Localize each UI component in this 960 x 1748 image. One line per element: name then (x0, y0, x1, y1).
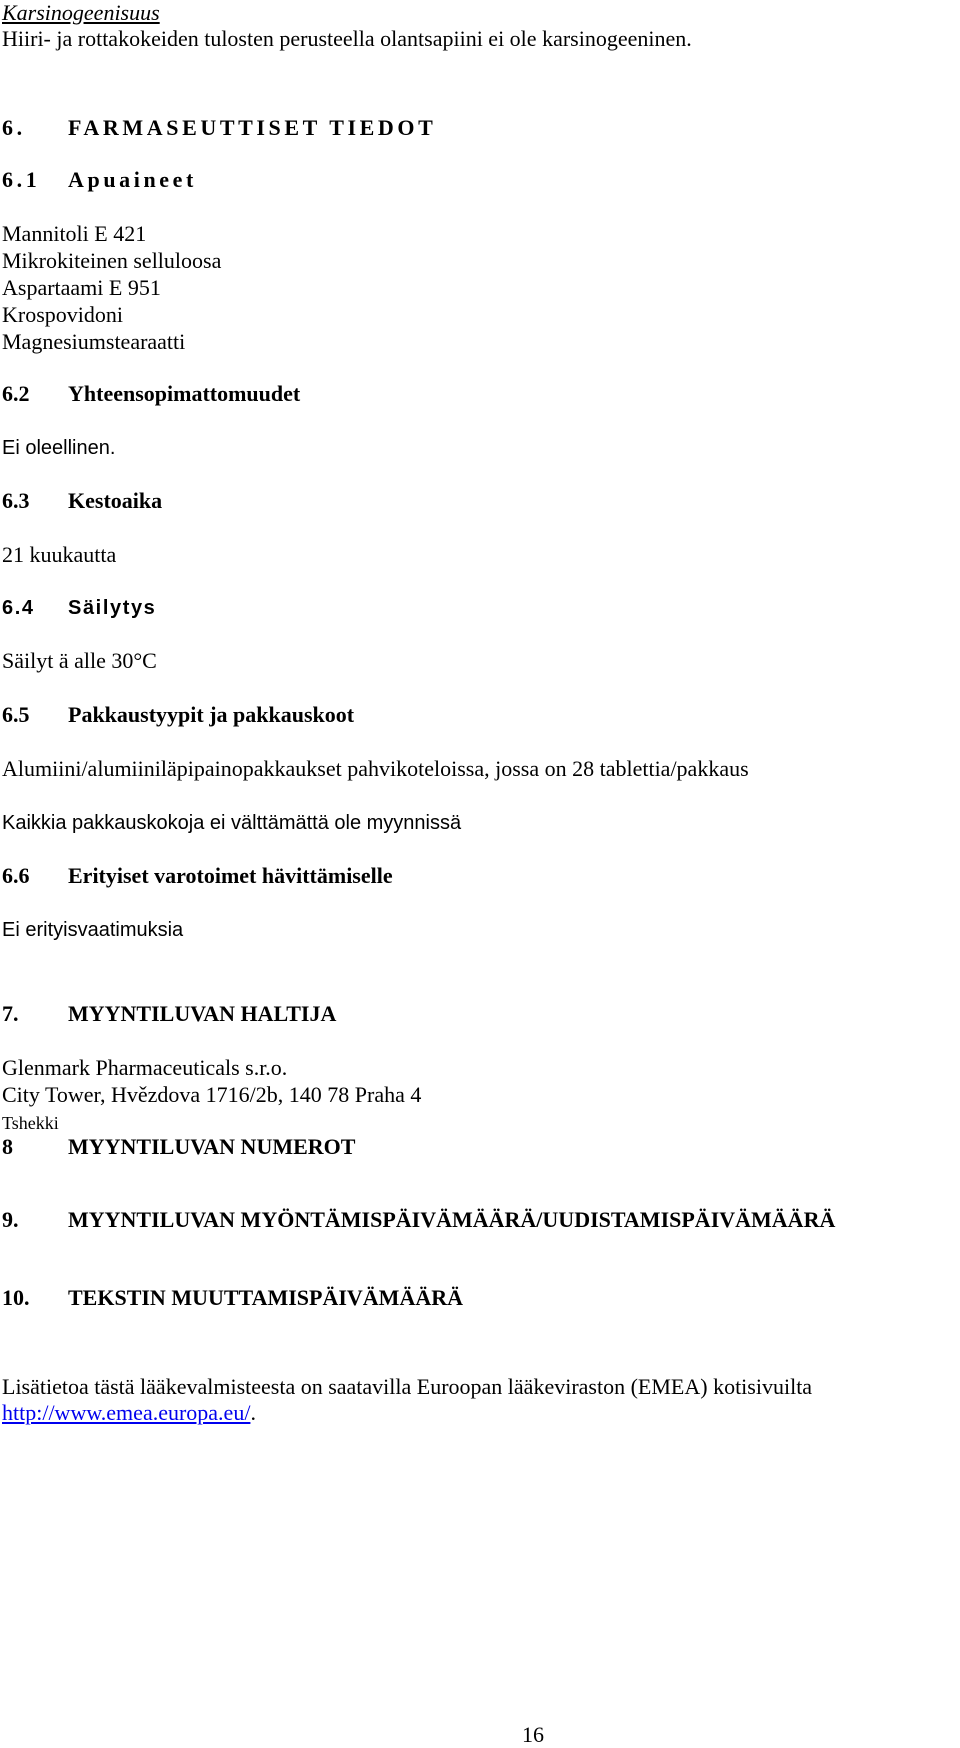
section-9-heading (2, 1207, 835, 1233)
section-6-1-heading (2, 167, 197, 193)
section-number: 6. (2, 115, 26, 140)
excipient-item: Mannitoli E 421 (2, 221, 147, 246)
section-number: 6.1 (2, 167, 41, 192)
section-number: 6.2 (2, 381, 30, 406)
section-title: Kestoaika (68, 488, 163, 513)
section-number: 7. (2, 1001, 19, 1026)
emea-link[interactable]: http://www.emea.europa.eu/ (2, 1400, 251, 1425)
section-title: Erityiset varotoimet hävittämiselle (68, 863, 393, 888)
excipient-item: Aspartaami E 951 (2, 275, 161, 300)
section-6-4-text: Säilyt ä alle 30°C (2, 648, 157, 673)
mah-company: Glenmark Pharmaceuticals s.r.o. (2, 1055, 288, 1080)
section-6-heading (2, 115, 436, 141)
section-number: 6.3 (2, 488, 30, 513)
carcinogenicity-text: Hiiri- ja rottakokeiden tulosten perusteella olantsapiini ei ole karsinogeeninen. (2, 26, 692, 51)
section-number: 6.5 (2, 702, 30, 727)
section-number: 6.4 (2, 597, 35, 619)
section-title: MYYNTILUVAN MYÖNTÄMISPÄIVÄMÄÄRÄ/UUDISTAMISPÄIVÄMÄÄRÄ (68, 1207, 836, 1232)
section-10-heading (2, 1285, 463, 1311)
section-number: 8 (2, 1134, 13, 1159)
section-title: Apuaineet (68, 167, 197, 192)
section-6-5-text-1: Alumiini/alumiiniläpipainopakkaukset pahvikoteloissa, jossa on 28 tablettia/pakkaus (2, 756, 749, 781)
section-6-6-heading (2, 863, 393, 889)
section-6-5-heading (2, 702, 354, 728)
section-title: FARMASEUTTISET TIEDOT (68, 115, 437, 140)
excipient-item: Magnesiumstearaatti (2, 329, 186, 354)
section-6-3-heading (2, 488, 162, 514)
section-title: MYYNTILUVAN NUMEROT (68, 1134, 356, 1159)
section-title: Säilytys (68, 597, 157, 619)
footer-link-line (2, 1400, 256, 1426)
mah-country: Tshekki (2, 1113, 59, 1133)
section-title: Pakkaustyypit ja pakkauskoot (68, 702, 355, 727)
section-8-heading (2, 1134, 355, 1160)
section-title: MYYNTILUVAN HALTIJA (68, 1001, 337, 1026)
section-6-2-text: Ei oleellinen. (2, 437, 116, 459)
mah-address: City Tower, Hvězdova 1716/2b, 140 78 Praha 4 (2, 1082, 422, 1107)
section-number: 10. (2, 1285, 30, 1310)
section-6-6-text: Ei erityisvaatimuksia (2, 919, 184, 941)
excipient-item: Mikrokiteinen selluloosa (2, 248, 222, 273)
section-6-3-text: 21 kuukautta (2, 542, 117, 567)
section-6-5-text-2: Kaikkia pakkauskokoja ei välttämättä ole myynnissä (2, 812, 462, 834)
carcinogenicity-heading: Karsinogeenisuus (2, 0, 160, 25)
section-number: 6.6 (2, 863, 30, 888)
footer-info: Lisätietoa tästä lääkevalmisteesta on saatavilla Euroopan lääkeviraston (EMEA) kotisivuilta (2, 1374, 813, 1399)
page-number: 16 (522, 1722, 544, 1747)
section-7-heading (2, 1001, 336, 1027)
section-title: TEKSTIN MUUTTAMISPÄIVÄMÄÄRÄ (68, 1285, 464, 1310)
excipient-item: Krospovidoni (2, 302, 123, 327)
section-6-4-heading (2, 595, 156, 621)
section-number: 9. (2, 1207, 19, 1232)
link-suffix: . (250, 1400, 256, 1425)
section-title: Yhteensopimattomuudet (68, 381, 301, 406)
section-6-2-heading (2, 381, 300, 407)
